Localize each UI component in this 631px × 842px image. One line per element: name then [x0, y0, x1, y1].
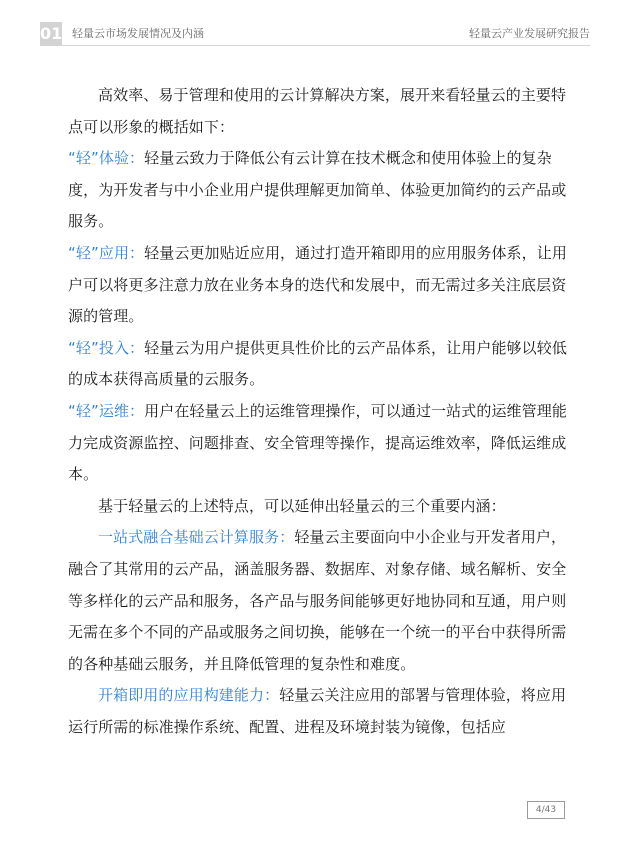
section-title: 轻量云市场发展情况及内涵 [72, 27, 204, 40]
connotation-paragraph-one-stop [68, 522, 568, 680]
header-divider [62, 45, 590, 46]
feature-text: 轻量云更加贴近应用，通过打造开箱即用的应用服务体系，让用户可以将更多注意力放在业务本身的迭代和发展中，而无需过多关注底层资源的管理。 [68, 243, 567, 326]
feature-text: 轻量云致力于降低公有云计算在技术概念和使用体验上的复杂度，为开发者与中小企业用户提供理解更加简单、体验更加简约的云产品或服务。 [68, 149, 567, 231]
feature-paragraph-investment [68, 333, 568, 396]
feature-label: “轻”运维： [68, 401, 145, 420]
transition-paragraph: 基于轻量云的上述特点，可以延伸出轻量云的三个重要内涵： [98, 496, 506, 515]
document-body [68, 80, 568, 743]
connotation-paragraph-out-of-box [68, 680, 568, 743]
connotation-text: 轻量云关注应用的部署与管理体验，将应用运行所需的标准操作系统、配置、进程及环境封装为镜像，包括应 [68, 686, 567, 736]
section-number-badge: 01 [40, 22, 62, 46]
feature-text: 用户在轻量云上的运维管理操作，可以通过一站式的运维管理能力完成资源监控、问题排查、安全管理等操作，提高运维效率，降低运维成本。 [68, 401, 567, 484]
feature-paragraph-application [68, 238, 568, 333]
feature-label: “轻”体验： [68, 149, 145, 168]
feature-label: “轻”投入： [68, 338, 145, 357]
feature-text: 轻量云为用户提供更具性价比的云产品体系，让用户能够以较低的成本获得高质量的云服务。 [68, 338, 567, 389]
feature-label: “轻”应用： [68, 243, 145, 262]
report-title: 轻量云产业发展研究报告 [469, 27, 590, 40]
feature-paragraph-experience [68, 143, 568, 238]
feature-paragraph-operations [68, 396, 568, 491]
page-header [40, 22, 590, 46]
connotation-label: 一站式融合基础云计算服务： [98, 528, 295, 547]
page-number: 4/43 [527, 801, 565, 819]
connotation-text: 轻量云主要面向中小企业与开发者用户，融合了其常用的云产品，涵盖服务器、数据库、对象存储、域名解析、安全等多样化的云产品和服务，各产品与服务间能够更好地协同和互通，用户则无需在多个不同的产品或服务之间切换，能够在一个统一的平台中获得所需的各种基础云服务，并且降低管理的复杂性和难度。 [68, 528, 567, 673]
connotation-label: 开箱即用的应用构建能力： [98, 686, 280, 705]
intro-paragraph: 高效率、易于管理和使用的云计算解决方案，展开来看轻量云的主要特点可以形象的概括如下： [68, 86, 567, 136]
